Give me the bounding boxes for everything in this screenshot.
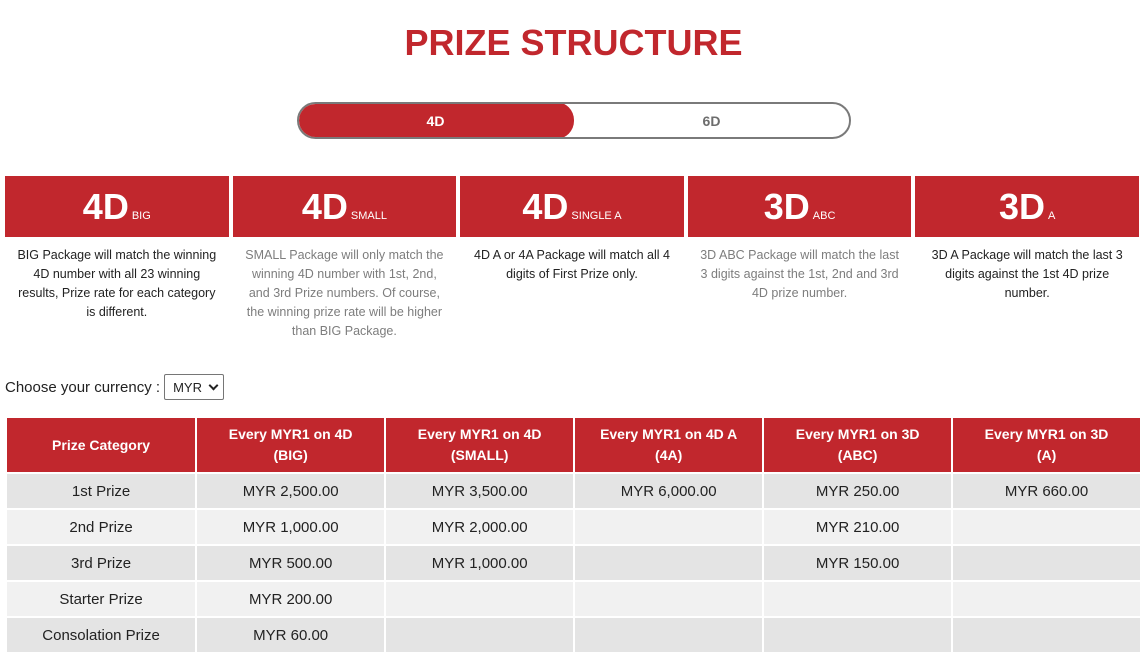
- prize-value-cell: MYR 1,000.00: [197, 510, 384, 544]
- prize-category-cell: 2nd Prize: [7, 510, 195, 544]
- prize-value-cell: MYR 250.00: [764, 474, 951, 508]
- prize-value-cell: [386, 582, 573, 616]
- column-header-4d-big: Every MYR1 on 4D (BIG): [197, 418, 384, 472]
- page-title: PRIZE STRUCTURE: [404, 22, 743, 63]
- tab-6d[interactable]: 6D: [702, 112, 721, 129]
- package-3d-abc: [688, 176, 912, 341]
- package-sub-label: A: [1048, 210, 1056, 222]
- table-row: [7, 582, 1140, 616]
- prize-category-cell: Starter Prize: [7, 582, 195, 616]
- package-main-label: 3D: [998, 185, 1046, 227]
- column-header-3d-a: Every MYR1 on 3D (A): [953, 418, 1140, 472]
- package-description: SMALL Package will only match the winning 4D number with 1st, 2nd, and 3rd Prize numbers. Of course, the winning prize rate will be higher than BIG Package.: [245, 248, 444, 338]
- currency-label: Choose your currency :: [5, 378, 161, 396]
- package-sub-label: ABC: [812, 210, 836, 222]
- prize-value-cell: [575, 582, 762, 616]
- prize-value-cell: MYR 660.00: [953, 474, 1140, 508]
- column-header-3d-abc: Every MYR1 on 3D (ABC): [764, 418, 951, 472]
- package-main-label: 4D: [82, 185, 129, 227]
- prize-table: [5, 416, 1142, 654]
- package-description: BIG Package will match the winning 4D number with all 23 winning results, Prize rate for each category is different.: [17, 248, 217, 319]
- game-type-toggle: [297, 102, 851, 139]
- prize-value-cell: MYR 1,000.00: [386, 546, 573, 580]
- package-header: [915, 176, 1139, 237]
- package-list: [5, 176, 1139, 341]
- package-main-label: 4D: [301, 185, 348, 227]
- package-4d-single-a: [460, 176, 684, 341]
- package-header: [460, 176, 684, 237]
- prize-value-cell: MYR 2,500.00: [197, 474, 384, 508]
- column-header-4d-small: Every MYR1 on 4D (SMALL): [386, 418, 573, 472]
- currency-chooser: [5, 374, 224, 400]
- package-header: [688, 176, 912, 237]
- currency-select[interactable]: [164, 374, 224, 400]
- package-header: [5, 176, 229, 237]
- table-row: [7, 474, 1140, 508]
- table-header-row: [7, 418, 1140, 472]
- prize-category-cell: 3rd Prize: [7, 546, 195, 580]
- package-4d-big: [5, 176, 229, 341]
- prize-value-cell: MYR 3,500.00: [386, 474, 573, 508]
- table-row: [7, 618, 1140, 652]
- package-main-label: 3D: [763, 185, 810, 227]
- package-description: 4D A or 4A Package will match all 4 digits of First Prize only.: [474, 248, 670, 281]
- prize-value-cell: [953, 582, 1140, 616]
- prize-value-cell: MYR 210.00: [764, 510, 951, 544]
- chevron-down-icon: [209, 380, 219, 390]
- prize-value-cell: [764, 582, 951, 616]
- package-3d-a: [915, 176, 1139, 341]
- prize-value-cell: [953, 510, 1140, 544]
- package-main-label: 4D: [522, 185, 569, 227]
- package-description: 3D A Package will match the last 3 digits against the 1st 4D prize number.: [931, 248, 1123, 300]
- prize-category-cell: Consolation Prize: [7, 618, 195, 652]
- prize-value-cell: MYR 150.00: [764, 546, 951, 580]
- table-row: [7, 510, 1140, 544]
- prize-value-cell: [953, 546, 1140, 580]
- prize-category-cell: 1st Prize: [7, 474, 195, 508]
- currency-selected-value: MYR: [173, 379, 202, 395]
- column-header-4d-a: Every MYR1 on 4D A (4A): [575, 418, 762, 472]
- prize-value-cell: MYR 500.00: [197, 546, 384, 580]
- package-description: 3D ABC Package will match the last 3 digits against the 1st, 2nd and 3rd 4D prize number.: [700, 248, 899, 300]
- prize-value-cell: MYR 2,000.00: [386, 510, 573, 544]
- package-sub-label: BIG: [131, 210, 151, 222]
- package-sub-label: SMALL: [350, 210, 387, 222]
- prize-value-cell: MYR 200.00: [197, 582, 384, 616]
- prize-value-cell: [386, 618, 573, 652]
- prize-value-cell: [764, 618, 951, 652]
- prize-value-cell: [953, 618, 1140, 652]
- tab-4d[interactable]: 4D: [297, 102, 574, 139]
- package-sub-label: SINGLE A: [571, 210, 622, 222]
- package-4d-small: [233, 176, 457, 341]
- prize-value-cell: [575, 546, 762, 580]
- column-header-prize-category: Prize Category: [7, 418, 195, 472]
- prize-value-cell: [575, 618, 762, 652]
- table-row: [7, 546, 1140, 580]
- prize-value-cell: MYR 6,000.00: [575, 474, 762, 508]
- prize-value-cell: [575, 510, 762, 544]
- prize-value-cell: MYR 60.00: [197, 618, 384, 652]
- package-header: [233, 176, 457, 237]
